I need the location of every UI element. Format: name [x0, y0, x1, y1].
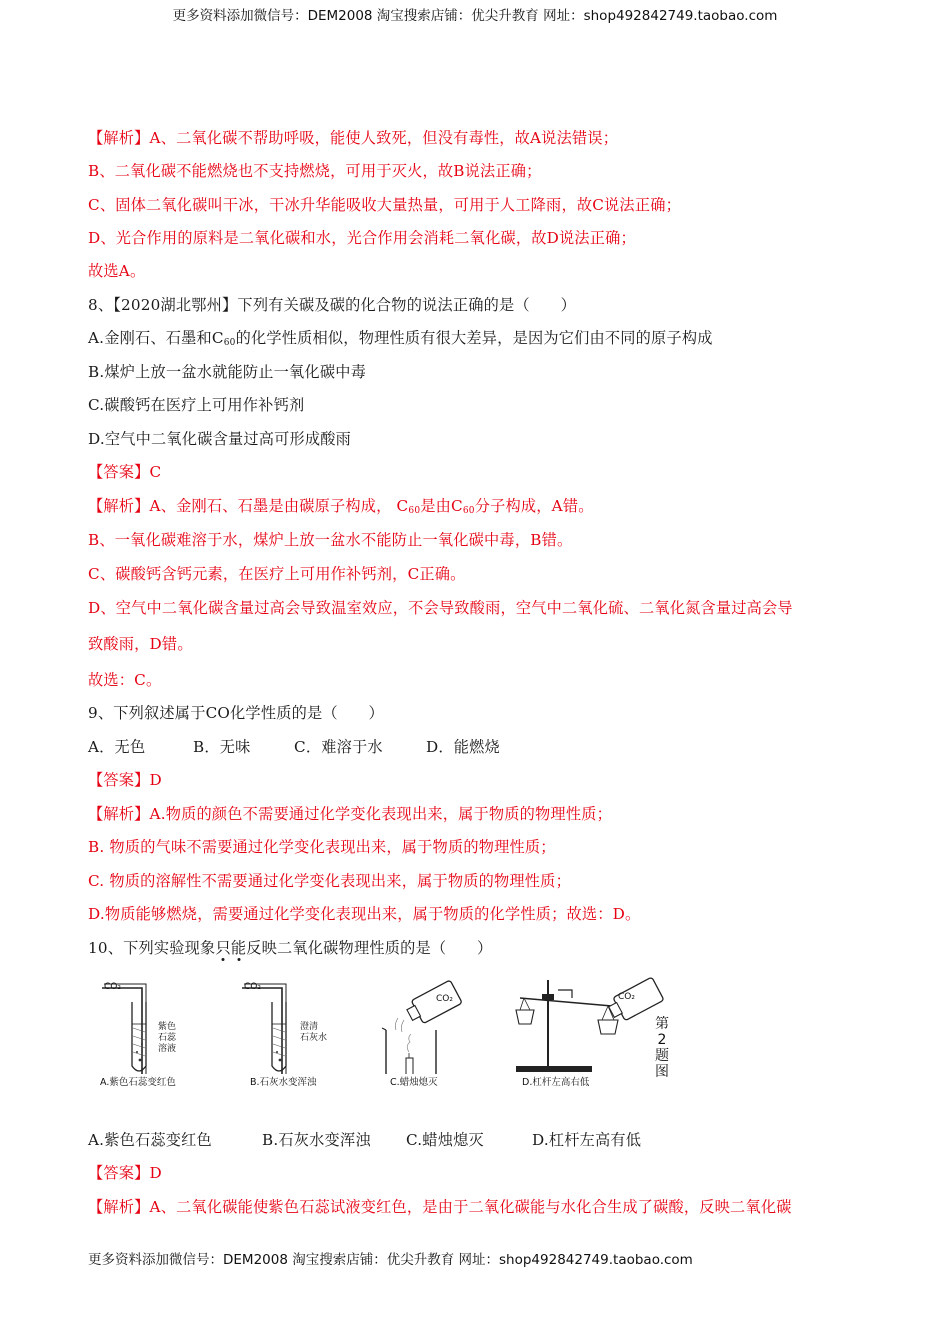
q8-analysis-d2: 致酸雨，D错。	[88, 635, 193, 653]
q8-stem: 8、【2020湖北鄂州】下列有关碳及碳的化合物的说法正确的是（ ）	[88, 296, 576, 314]
co2-label-c: CO₂	[436, 994, 453, 1004]
q10-option-c: C.蜡烛熄灭	[406, 1131, 484, 1149]
q10-option-a: A.紫色石蕊变红色	[88, 1131, 212, 1149]
q8-analysis-c: C、碳酸钙含钙元素，在医疗上可用作补钙剂，C正确。	[88, 565, 466, 583]
figure-side-label: 第2题图	[655, 1016, 669, 1080]
limewater-label: 澄清 石灰水	[300, 1022, 328, 1043]
co2-label-b: CO₂	[244, 982, 261, 992]
q10-answer: 【答案】D	[88, 1164, 162, 1182]
q10-option-d: D.杠杆左高有低	[532, 1131, 642, 1149]
q8-analysis-a: 【解析】A、金刚石、石墨是由碳原子构成， $C_{60}$是由$C_{60}$分子构成，A错。	[88, 497, 594, 516]
q9-option-c: C．难溶于水	[294, 738, 383, 756]
q8-analysis-b: B、一氧化碳难溶于水，煤炉上放一盆水不能防止一氧化碳中毒，B错。	[88, 531, 573, 549]
q9-option-a: A．无色	[88, 738, 146, 756]
q9-option-b: B．无味	[193, 738, 251, 756]
q8-option-b: B.煤炉上放一盆水就能防止一氧化碳中毒	[88, 363, 366, 381]
q7-analysis-b: B、二氧化碳不能燃烧也不支持燃烧，可用于灭火，故B说法正确；	[88, 162, 542, 180]
q10-analysis-a: 【解析】A、二氧化碳能使紫色石蕊试液变红色，是由于二氧化碳能与水化合生成了碳酸，反映二氧化碳	[88, 1198, 792, 1216]
q9-options	[88, 737, 500, 757]
q7-analysis-c: C、固体二氧化碳叫干冰，干冰升华能吸收大量热量，可用于人工降雨，故C说法正确；	[88, 196, 681, 214]
co2-label-d: CO₂	[618, 992, 635, 1002]
q8-conclusion: 故选：C。	[88, 671, 162, 689]
figure-caption-b: B.石灰水变浑浊	[250, 1077, 317, 1088]
experiment-figure	[96, 974, 686, 1094]
page-header: 更多资料添加微信号：DEM2008 淘宝搜索店铺：优尖升教育 网址：shop492842749.taobao.com	[172, 8, 778, 24]
q10-option-b: B.石灰水变浑浊	[262, 1131, 371, 1149]
figure-caption-c: C.蜡烛熄灭	[390, 1077, 438, 1088]
figure-caption-d: D.杠杆左高右低	[522, 1077, 590, 1088]
q9-analysis-a: 【解析】A.物质的颜色不需要通过化学变化表现出来，属于物质的物理性质；	[88, 805, 612, 823]
page-footer: 更多资料添加微信号：DEM2008 淘宝搜索店铺：优尖升教育 网址：shop492842749.taobao.com	[88, 1252, 693, 1268]
q7-conclusion: 故选A。	[88, 262, 146, 280]
q9-option-d: D．能燃烧	[426, 738, 500, 756]
q9-analysis-b: B. 物质的气味不需要通过化学变化表现出来，属于物质的物理性质；	[88, 838, 556, 856]
candle-beaker-diagram	[378, 974, 478, 1074]
q9-analysis-c: C. 物质的溶解性不需要通过化学变化表现出来，属于物质的物理性质；	[88, 872, 571, 890]
q10-options	[88, 1130, 641, 1150]
co2-label-a: CO₂	[104, 982, 121, 992]
q8-answer: 【答案】C	[88, 463, 162, 481]
q8-option-c: C.碳酸钙在医疗上可用作补钙剂	[88, 396, 305, 414]
q8-option-a: A.金刚石、石墨和$C_{60}$的化学性质相似，物理性质有很大差异，是因为它们由不同的原子构成	[88, 329, 713, 348]
litmus-solution-label: 紫色 石蕊 溶液	[158, 1022, 177, 1054]
figure-caption-a: A.紫色石蕊变红色	[100, 1077, 176, 1088]
q7-analysis-d: D、光合作用的原料是二氧化碳和水，光合作用会消耗二氧化碳，故D说法正确；	[88, 229, 636, 247]
q8-option-d: D.空气中二氧化碳含量过高可形成酸雨	[88, 430, 352, 448]
q10-stem: 10、下列实验现象只能反映二氧化碳物理性质的是（ ）	[88, 939, 493, 957]
q9-analysis-d: D.物质能够燃烧，需要通过化学变化表现出来，属于物质的化学性质；故选：D。	[88, 905, 641, 923]
q8-analysis-d1: D、空气中二氧化碳含量过高会导致温室效应，不会导致酸雨，空气中二氧化硫、二氧化氮含量过高会导	[88, 599, 793, 617]
lever-balance-diagram	[506, 974, 676, 1074]
q9-stem: 9、下列叙述属于CO化学性质的是（ ）	[88, 704, 384, 722]
q9-answer: 【答案】D	[88, 771, 162, 789]
q7-analysis-a: 【解析】A、二氧化碳不帮助呼吸，能使人致死，但没有毒性，故A说法错误；	[88, 129, 619, 147]
